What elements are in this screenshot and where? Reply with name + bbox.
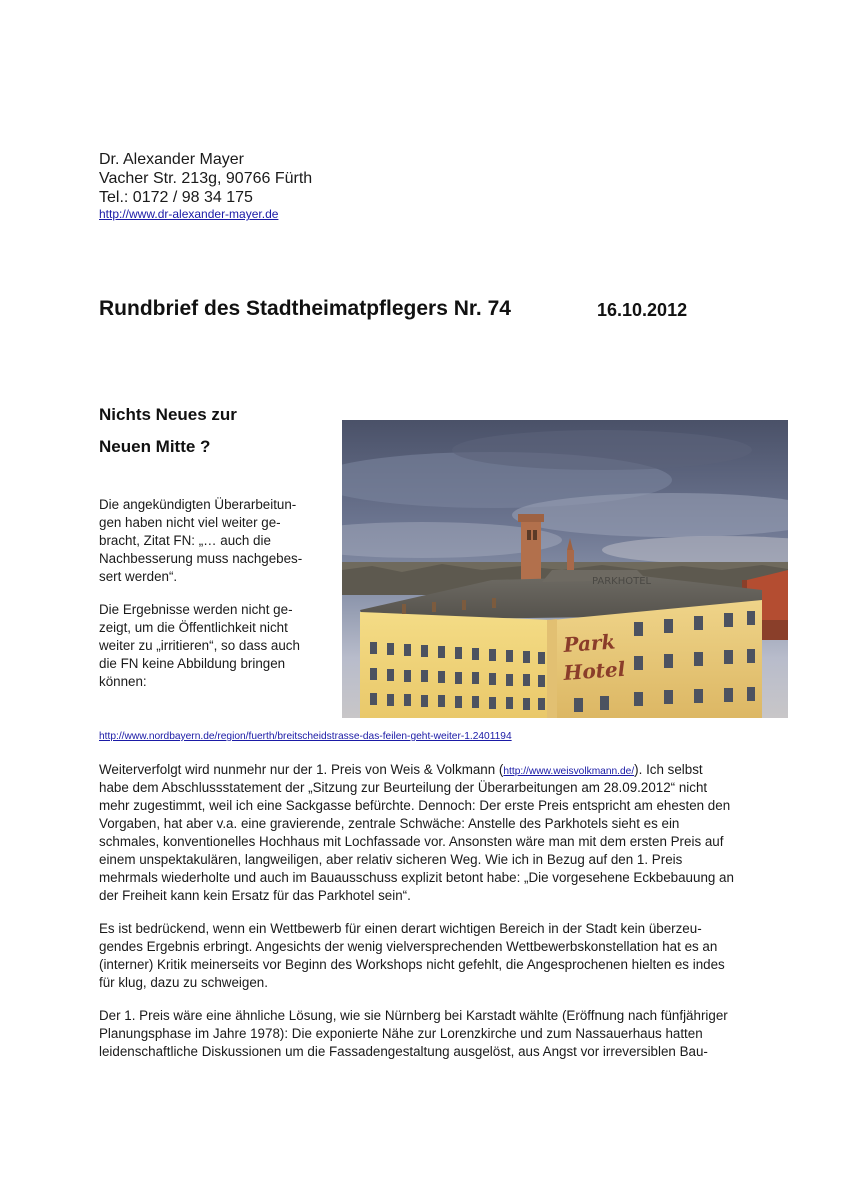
sender-website-link[interactable]: http://www.dr-alexander-mayer.de	[99, 207, 279, 221]
body-line: habe dem Abschlussstatement der „Sitzung zur Beurteilung der Überarbeitungen am 28.09.2012“ nicht	[99, 780, 708, 795]
body-text: Weiterverfolgt wird nunmehr nur der 1. Preis von Weis & Volkmann (	[99, 762, 504, 777]
intro-line: sert werden“.	[99, 569, 178, 584]
photo-sign-hotel: Hotel	[562, 656, 626, 685]
body-line: einem unspektakulären, langweiligen, aber relativ sicheren Weg. Wie ich in Bezug auf den 1. Preis	[99, 852, 683, 867]
body-line: Es ist bedrückend, wenn ein Wettbewerb für einen derart wichtigen Bereich in der Stadt kein überzeu-	[99, 921, 702, 936]
results-line: weiter zu „irritieren“, so dass auch	[99, 638, 300, 653]
intro-line: Die angekündigten Überarbeitun-	[99, 497, 297, 512]
body-line: gendes Ergebnis erbringt. Angesichts der wenig vielversprechenden Wettbewerbskonstellation hat es an	[99, 939, 718, 954]
intro-line: bracht, Zitat FN: „… auch die	[99, 533, 271, 548]
newsletter-date: 16.10.2012	[597, 300, 688, 320]
results-line: Die Ergebnisse werden nicht ge-	[99, 602, 293, 617]
body-text: ). Ich selbst	[634, 762, 703, 777]
park-hotel-photo	[342, 420, 788, 718]
photo-sign-park: Park	[562, 629, 617, 657]
results-line: zeigt, um die Öffentlichkeit nicht	[99, 620, 288, 635]
sender-phone: Tel.: 0172 / 98 34 175	[99, 189, 253, 206]
section-heading-line1: Nichts Neues zur	[99, 405, 237, 424]
sender-address: Vacher Str. 213g, 90766 Fürth	[99, 170, 313, 187]
sender-name: Dr. Alexander Mayer	[99, 151, 244, 168]
newsletter-title: Rundbrief des Stadtheimatpflegers Nr. 74	[99, 297, 511, 320]
results-line: können:	[99, 674, 147, 689]
body-line: Vorgaben, hat aber v.a. eine gravierende, zentrale Schwäche: Anstelle des Parkhotels sieht es ein	[99, 816, 680, 831]
body-line: der Freiheit kann kein Ersatz für das Parkhotel sein“.	[99, 888, 411, 903]
body-line: mehrmals wiederholte und auch im Bauausschuss explizit betont habe: „Die vorgesehene Eckbebauung an	[99, 870, 734, 885]
body-line: mehr zugestimmt, weil ich eine Sackgasse befürchte. Dennoch: Der erste Preis entspricht am ehesten den	[99, 798, 731, 813]
weis-volkmann-link[interactable]: http://www.weisvolkmann.de/	[503, 766, 635, 777]
body-line: leidenschaftliche Diskussionen um die Fassadengestaltung ausgelöst, aus Angst vor irreversiblen Bau-	[99, 1044, 708, 1059]
body-line: für klug, dazu zu schweigen.	[99, 975, 268, 990]
body-line: schmales, konventionelles Hochhaus mit Lochfassade vor. Ansonsten wäre man mit dem ersten Preis auf	[99, 834, 724, 849]
section-heading-line2: Neuen Mitte ?	[99, 437, 211, 456]
source-article-link[interactable]: http://www.nordbayern.de/region/fuerth/breitscheidstrasse-das-feilen-geht-weiter-1.2401194	[99, 731, 512, 742]
intro-line: gen haben nicht viel weiter ge-	[99, 515, 281, 530]
body-line: (interner) Kritik meinerseits vor Beginn des Workshops nicht gefehlt, die Angesprochenen hielten es indes	[99, 957, 725, 972]
body-line	[99, 761, 703, 781]
results-line: die FN keine Abbildung bringen	[99, 656, 286, 671]
body-line: Der 1. Preis wäre eine ähnliche Lösung, wie sie Nürnberg bei Karstadt wählte (Eröffnung nach fünfjähriger	[99, 1008, 728, 1023]
photo-roof-sign: PARKHOTEL	[592, 576, 652, 587]
body-line: Planungsphase im Jahre 1978): Die exponierte Nähe zur Lorenzkirche und zum Nassauerhaus hatten	[99, 1026, 703, 1041]
intro-line: Nachbesserung muss nachgebes-	[99, 551, 303, 566]
